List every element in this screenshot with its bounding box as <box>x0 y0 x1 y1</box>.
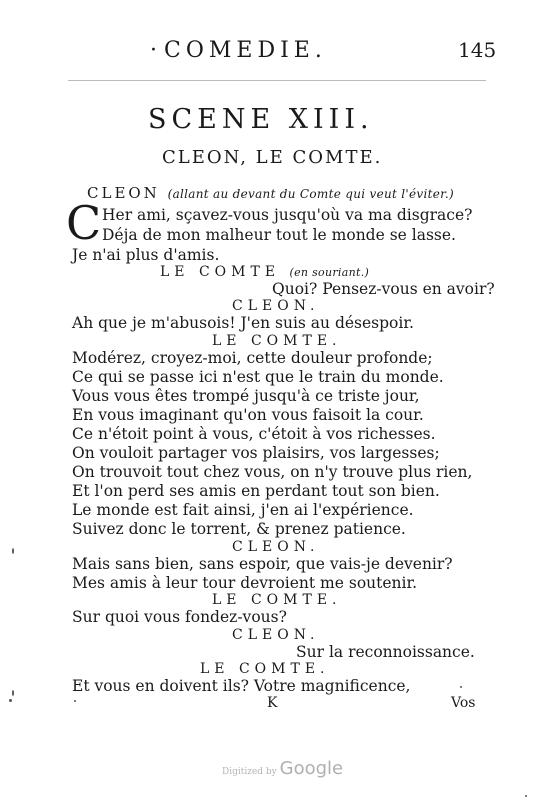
signature-mark: K <box>267 695 278 711</box>
verse-line: Et vous en doivent ils? Votre magnificence, <box>72 677 411 695</box>
verse-line: Ce n'étoit point à vous, c'étoit à vos richesses. <box>72 425 436 443</box>
verse-line: Vous vous êtes trompé jusqu'à ce triste jour, <box>72 387 420 405</box>
digitized-watermark: Digitized by Google <box>222 758 344 779</box>
verse-line: Mais sans bien, sans espoir, que vais-je devenir? <box>72 555 453 573</box>
scene-title: SCENE XIII. <box>148 104 374 135</box>
ink-speck <box>525 795 527 797</box>
ink-speck <box>12 690 14 696</box>
verse-line: Sur quoi vous fondez-vous? <box>72 608 287 626</box>
ink-speck <box>12 548 14 554</box>
verse-line: Modérez, croyez-moi, cette douleur profonde; <box>72 349 433 367</box>
verse-line: On vouloit partager vos plaisirs, vos largesses; <box>72 444 440 462</box>
verse-line: Je n'ai plus d'amis. <box>72 246 220 264</box>
speaker-comte-3: LE COMTE. <box>212 592 342 608</box>
verse-line: Déja de mon malheur tout le monde se lasse. <box>102 226 456 244</box>
ink-speck <box>74 700 76 702</box>
page-number: 145 <box>458 38 497 62</box>
speaker-comte-1: LE COMTE (en souriant.) <box>160 264 370 280</box>
stage-direction-2: (en souriant.) <box>289 266 370 279</box>
speaker-comte-2: LE COMTE. <box>212 333 342 349</box>
verse-line: On trouvoit tout chez vous, on n'y trouve plus rien, <box>72 463 473 481</box>
scene-characters: CLEON, LE COMTE. <box>162 147 383 168</box>
verse-line: Le monde est fait ainsi, j'en ai l'expérience. <box>72 501 414 519</box>
verse-line: Quoi? Pensez-vous en avoir? <box>272 280 495 298</box>
catchword: Vos <box>451 695 476 711</box>
speaker-cleon-3: CLEON. <box>232 539 320 555</box>
verse-line: Et l'on perd ses amis en perdant tout son bien. <box>72 482 440 500</box>
speaker-comte-4: LE COMTE. <box>200 661 330 677</box>
running-title: · COMEDIE. <box>150 38 327 63</box>
ink-speck <box>9 699 12 702</box>
drop-cap-initial: C <box>66 196 102 250</box>
ink-speck <box>460 686 462 688</box>
verse-line: Mes amis à leur tour devroient me soutenir. <box>72 574 418 592</box>
verse-line: Her ami, sçavez-vous jusqu'où va ma disgrace? <box>102 206 473 224</box>
speaker-cleon-1: CLEON (allant au devant du Comte qui veut l'éviter.) <box>87 184 454 202</box>
verse-line: Ah que je m'abusois! J'en suis au désespoir. <box>72 314 414 332</box>
verse-line: Ce qui se passe ici n'est que le train du monde. <box>72 368 444 386</box>
speaker-cleon-2: CLEON. <box>232 298 320 314</box>
header-rule <box>68 80 486 81</box>
stage-direction-1: (allant au devant du Comte qui veut l'éviter.) <box>167 187 454 201</box>
speaker-cleon-4: CLEON. <box>232 627 320 643</box>
verse-line: En vous imaginant qu'on vous faisoit la cour. <box>72 406 424 424</box>
verse-line: Suivez donc le torrent, & prenez patience. <box>72 520 406 538</box>
verse-line: Sur la reconnoissance. <box>296 643 475 661</box>
